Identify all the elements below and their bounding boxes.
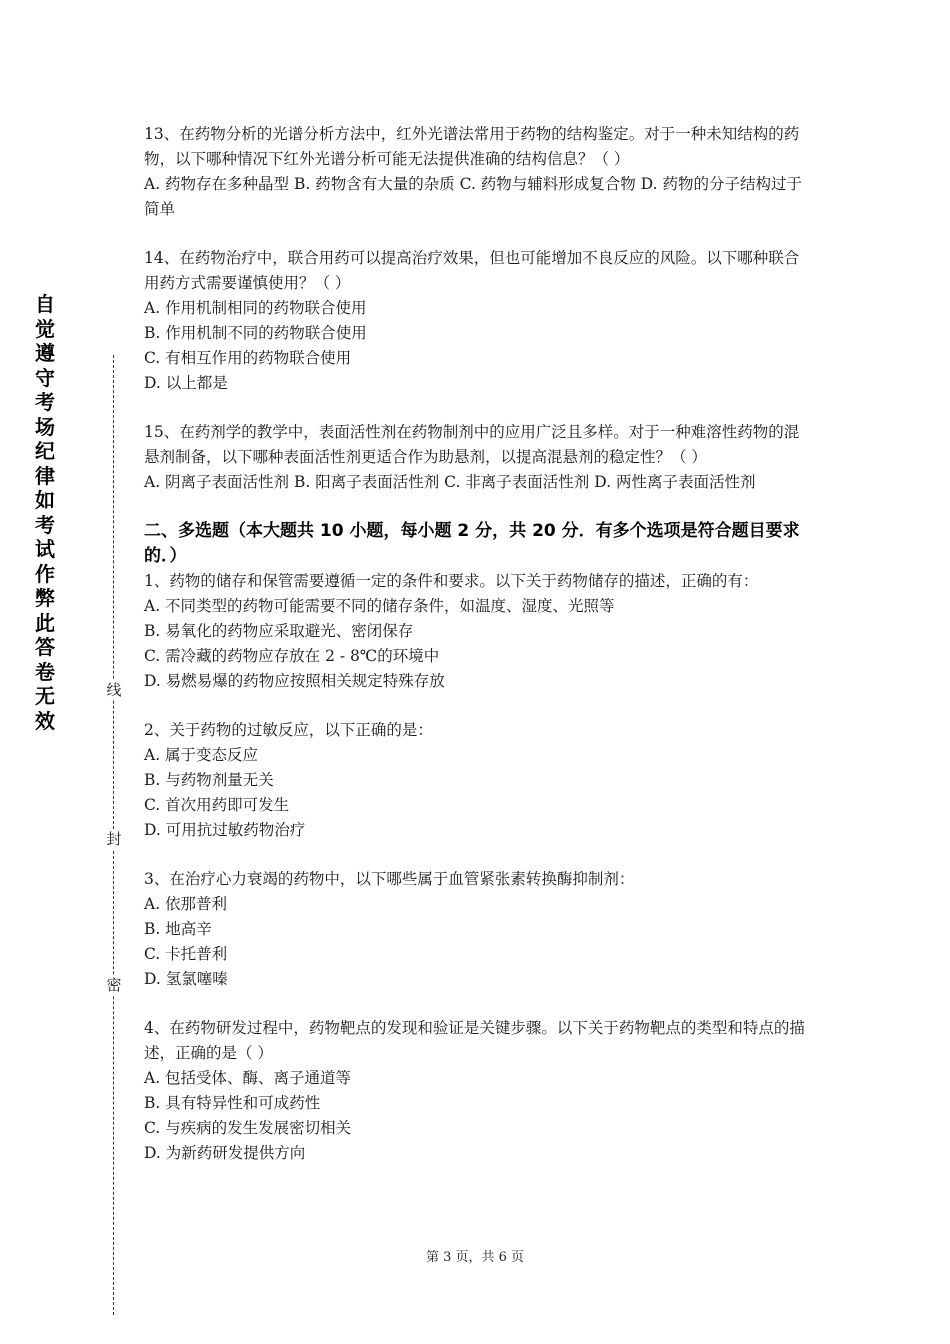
option-d: D. 可用抗过敏药物治疗 <box>144 821 306 839</box>
binding-mark-secret: 密 <box>104 975 124 995</box>
question-text: 1、药物的储存和保管需要遵循一定的条件和要求。以下关于药物储存的描述，正确的有： <box>144 572 759 590</box>
exam-discipline-notice: 自觉遵守考场纪律如考试作弊此答卷无效 <box>35 292 55 733</box>
option-d: D. 为新药研发提供方向 <box>144 1144 306 1162</box>
question-text: 4、在药物研发过程中，药物靶点的发现和验证是关键步骤。以下关于药物靶点的类型和特点的描述，正确的是（ ） <box>144 1019 805 1062</box>
question-text: 2、关于药物的过敏反应，以下正确的是： <box>144 721 433 739</box>
option-d: D. 以上都是 <box>144 374 228 392</box>
question-text: 13、在药物分析的光谱分析方法中，红外光谱法常用于药物的结构鉴定。对于一种未知结构的药物，以下哪种情况下红外光谱分析可能无法提供准确的结构信息？（ ） <box>144 125 800 168</box>
option-c: C. 卡托普利 <box>144 945 228 963</box>
question-15 <box>144 420 808 495</box>
option-d: D. 氢氯噻嗪 <box>144 970 228 988</box>
option-b: B. 与药物剂量无关 <box>144 771 274 789</box>
option-c: C. 有相互作用的药物联合使用 <box>144 349 352 367</box>
question-text: 3、在治疗心力衰竭的药物中，以下哪些属于血管紧张素转换酶抑制剂： <box>144 870 635 888</box>
mc-question-4 <box>144 1016 808 1166</box>
option-a: A. 属于变态反应 <box>144 746 259 764</box>
option-a: A. 包括受体、酶、离子通道等 <box>144 1069 352 1087</box>
question-options: A. 药物存在多种晶型 B. 药物含有大量的杂质 C. 药物与辅料形成复合物 D. 药物的分子结构过于简单 <box>144 175 802 218</box>
question-text: 15、在药剂学的教学中，表面活性剂在药物制剂中的应用广泛且多样。对于一种难溶性药物的混悬剂制备，以下哪种表面活性剂更适合作为助悬剂，以提高混悬剂的稳定性？（ ） <box>144 423 800 466</box>
option-a: A. 依那普利 <box>144 895 228 913</box>
binding-mark-seal: 封 <box>104 829 124 849</box>
option-c: C. 与疾病的发生发展密切相关 <box>144 1119 352 1137</box>
section-title: 二、多选题（本大题共 10 小题，每小题 2 分，共 20 分．有多个选项是符合题目要求的．） <box>144 521 800 566</box>
option-a: A. 作用机制相同的药物联合使用 <box>144 299 367 317</box>
section-multiple-choice <box>144 519 808 1166</box>
exam-content <box>144 122 808 1190</box>
option-b: B. 作用机制不同的药物联合使用 <box>144 324 367 342</box>
option-a: A. 不同类型的药物可能需要不同的储存条件，如温度、湿度、光照等 <box>144 597 615 615</box>
option-d: D. 易燃易爆的药物应按照相关规定特殊存放 <box>144 672 445 690</box>
mc-question-3 <box>144 867 808 992</box>
option-c: C. 首次用药即可发生 <box>144 796 290 814</box>
page-number: 第 3 页，共 6 页 <box>425 1250 525 1265</box>
question-options: A. 阴离子表面活性剂 B. 阳离子表面活性剂 C. 非离子表面活性剂 D. 两性离子表面活性剂 <box>144 473 756 491</box>
question-13 <box>144 122 808 222</box>
option-b: B. 易氧化的药物应采取避光、密闭保存 <box>144 622 414 640</box>
option-c: C. 需冷藏的药物应存放在 2 - 8℃的环境中 <box>144 647 440 665</box>
binding-mark-line: 线 <box>104 680 124 700</box>
option-b: B. 地高辛 <box>144 920 212 938</box>
question-text: 14、在药物治疗中，联合用药可以提高治疗效果，但也可能增加不良反应的风险。以下哪种联合用药方式需要谨慎使用？（ ） <box>144 249 800 292</box>
mc-question-2 <box>144 718 808 843</box>
mc-question-1 <box>144 569 808 694</box>
question-14 <box>144 246 808 396</box>
option-b: B. 具有特异性和可成药性 <box>144 1094 321 1112</box>
